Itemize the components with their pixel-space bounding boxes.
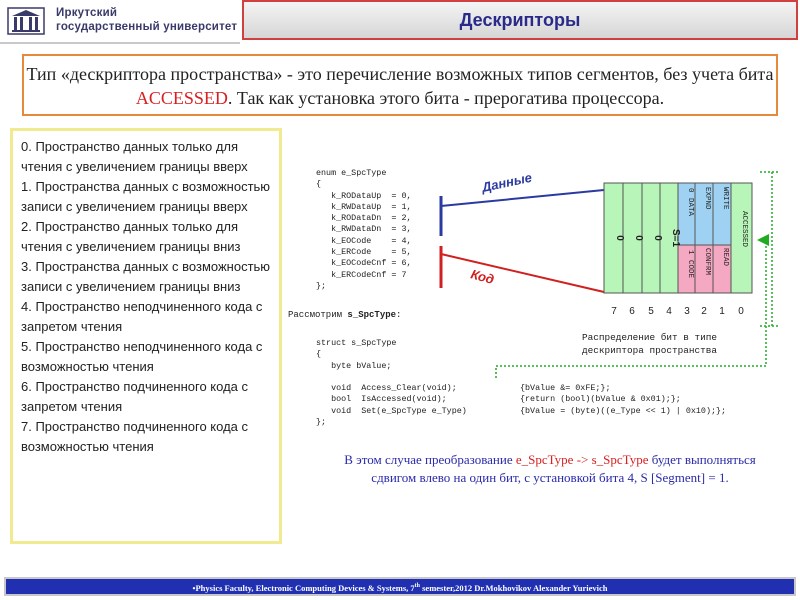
callout-accent-accessed: ACCESSED <box>135 88 228 108</box>
bit-number: 4 <box>666 306 672 317</box>
footer-text2: semester,2012 Dr.Mokhovikov Alexander Yurievich <box>420 582 608 593</box>
bit1-code-label: READ <box>721 248 729 267</box>
bit-number: 5 <box>648 306 654 317</box>
callout-text-after: . Так как установка этого бита - прерогатива процессора. <box>227 88 665 108</box>
footer <box>0 575 800 600</box>
caption-line1: Распределение бит в типе <box>582 332 718 343</box>
university-name-line1: Иркутский <box>56 7 118 19</box>
footer-text1: •Physics Faculty, Electronic Computing Devices & Systems, 7 <box>192 582 415 593</box>
method-bodies-code: {bValue &= 0xFE;}; {return (bool)(bValue & 0x01);}; {bValue = (byte)((e_Type << 1) | 0x10);}; <box>520 383 727 416</box>
consider-prefix: Рассмотрим <box>288 310 348 320</box>
note-accent: e_SpcType -> s_SpcType <box>515 452 649 467</box>
bit2-code-label: CONFRM <box>703 248 711 276</box>
footer-bar <box>4 577 796 596</box>
list-item: 7. Пространство подчиненного кода с возможностью чтения <box>21 419 249 454</box>
bit-number: 7 <box>611 306 617 317</box>
bit-table <box>604 183 752 317</box>
bit7-value: 0 <box>614 235 625 241</box>
list-item: 3. Пространства данных с возможностью записи с увеличением границы вниз <box>21 259 271 294</box>
struct-code-block: struct s_SpcType { byte bValue; void Access_Clear(void); bool IsAccessed(void); void Set(e_SpcType e_Type) }; <box>316 338 467 428</box>
bit3-data-label: DATA <box>686 198 694 217</box>
bit-number: 2 <box>701 306 707 317</box>
consider-suffix: : <box>396 310 402 320</box>
note-text2: будет выполняться сдвигом влево на один бит, с установкой бита 4, S [Segment] = 1. <box>371 452 756 485</box>
code-label: Код <box>469 266 496 287</box>
list-item: 0. Пространство данных только для чтения с увеличением границы вверх <box>21 139 248 174</box>
data-pointer <box>441 170 604 236</box>
bit2-data-label: EXPND <box>703 187 711 210</box>
bit3-code-label: CODE <box>686 260 694 279</box>
bit1-data-label: WRITE <box>721 187 729 210</box>
bit-number: 1 <box>719 306 725 317</box>
bit4-s-label: S=1 <box>670 228 681 248</box>
slide-title: Дескрипторы <box>459 10 581 30</box>
bit3-data-value: 0 <box>686 188 694 193</box>
bit-number: 6 <box>629 306 635 317</box>
enum-code-block: enum e_SpcType { k_RODataUp = 0, k_RWDataUp = 1, k_RODataDn = 2, k_RWDataDn = 3, k_EOCode = 4, k_ERCode = 5, k_EOCodeCnf = 6, k_ERCodeCnf = 7 }; <box>316 168 412 291</box>
bit-number: 3 <box>684 306 690 317</box>
list-item: 6. Пространство подчиненного кода с запретом чтения <box>21 379 249 414</box>
caption-line2: дескриптора пространства <box>582 345 718 356</box>
list-item: 2. Пространство данных только для чтения с увеличением границы вниз <box>21 219 241 254</box>
university-name-line2: государственный университет <box>56 21 238 33</box>
bit-number: 0 <box>738 306 744 317</box>
bit-diagram-caption <box>582 331 717 357</box>
list-item: 5. Пространство неподчиненного кода с возможностью чтения <box>21 339 263 374</box>
conversion-note <box>330 451 770 487</box>
footer-sup: th <box>414 583 420 589</box>
note-text1: В этом случае преобразование <box>344 452 516 467</box>
callout-text-before: Тип «дескриптора пространства» - это перечисление возможных типов сегментов, без учета бита <box>26 64 774 84</box>
bit3-code-value: 1 <box>686 250 694 255</box>
data-label: Данные <box>480 169 534 195</box>
bit5-value: 0 <box>652 235 663 241</box>
bit0-accessed-label: ACCESSED <box>740 211 748 248</box>
list-item: 4. Пространство неподчиненного кода с запретом чтения <box>21 299 263 334</box>
consider-struct-name: s_SpcType <box>347 310 397 320</box>
list-item: 1. Пространства данных с возможностью записи с увеличением границы вверх <box>21 179 271 214</box>
bit6-value: 0 <box>633 235 644 241</box>
code-pointer <box>441 246 604 292</box>
